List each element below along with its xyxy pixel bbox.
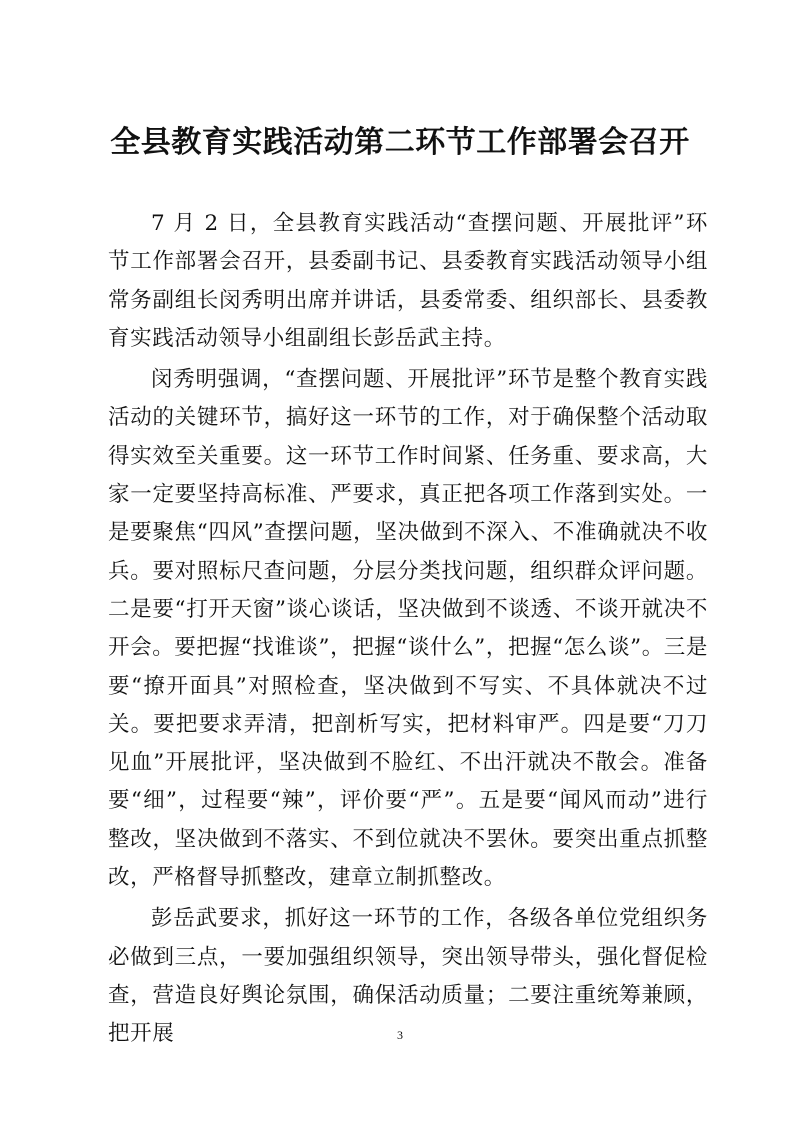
document-title: 全县教育实践活动第二环节工作部署会召开 [110, 125, 690, 160]
paragraph-1: 7 月 2 日，全县教育实践活动“查摆问题、开展批评”环节工作部署会召开，县委副书记、县委教育实践活动领导小组常务副组长闵秀明出席并讲话，县委常委、组织部长、县委教育实践活动领导小组副组长彭岳武主持。 [108, 211, 708, 351]
paragraph-2: 闵秀明强调，“查摆问题、开展批评”环节是整个教育实践活动的关键环节，搞好这一环节的工作，对于确保整个活动取得实效至关重要。这一环节工作时间紧、任务重、要求高，大家一定要坚持高标准、严要求，真正把各项工作落到实处。一是要聚焦“四风”查摆问题，坚决做到不深入、不准确就决不收兵。要对照标尺查问题，分层分类找问题，组织群众评问题。二是要“打开天窗”谈心谈话，坚决做到不谈透、不谈开就决不开会。要把握“找谁谈”，把握“谈什么”，把握“怎么谈”。三是要“撩开面具”对照检查，坚决做到不写实、不具体就决不过关。要把要求弄清，把剖析写实，把材料审严。四是要“刀刀见血”开展批评，坚决做到不脸红、不出汗就决不散会。准备要“细”，过程要“辣”，评价要“严”。五是要“闻风而动”进行整改，坚决做到不落实、不到位就决不罢休。要突出重点抓整改，严格督导抓整改，建章立制抓整改。 [108, 367, 708, 891]
page-number: 3 [397, 1028, 403, 1042]
paragraph-3: 彭岳武要求，抓好这一环节的工作，各级各单位党组织务必做到三点，一要加强组织领导，突出领导带头，强化督促检查，营造良好舆论氛围，确保活动质量；二要注重统筹兼顾，把开展 [108, 906, 708, 1047]
document-body [108, 205, 708, 1057]
